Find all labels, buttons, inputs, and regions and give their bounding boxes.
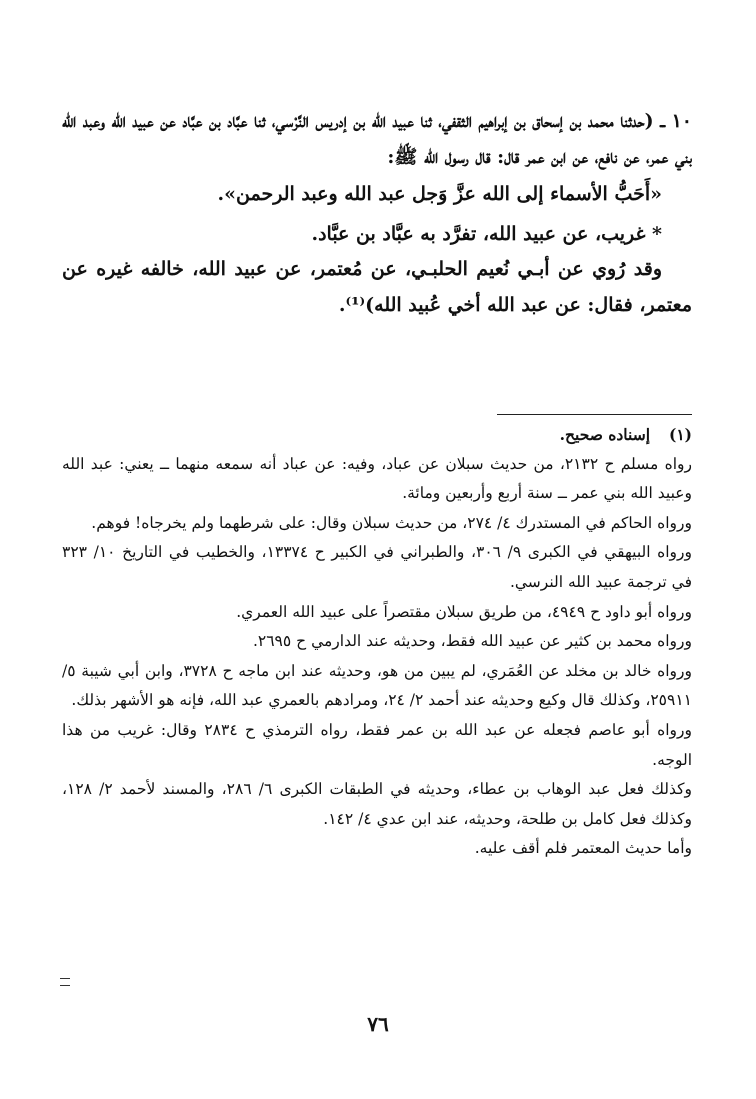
footnote-separator (497, 414, 692, 415)
hadith-verdict: * غريب، عن عبيد الله، تفرَّد به عبَّاد بن عبَّاد. (311, 222, 662, 245)
footnote-paragraph: ورواه خالد بن مخلد عن العُمَري، لم يبين من هو، وحديثه عند ابن ماجه ح ٣٧٢٨، وابن أبي شيبة ٥/ ٢٥٩١١، وكذلك قال وكيع وحديثه عند أحمد ٢/ ٢٤، ومرادهم بالعمري عبد الله، فإنه هو الأشهر بذلك. (62, 661, 692, 710)
main-text-block (62, 104, 692, 323)
hadith-matn: «أَحَبُّ الأسماء إلى الله عزَّ وَجل عبد الله وعبد الرحمن». (217, 183, 662, 205)
footnote-paragraph: ورواه أبو عاصم فجعله عن عبد الله بن عمر فقط، رواه الترمذي ح ٢٨٣٤ وقال: غريب من هذا الوجه. (62, 720, 692, 769)
footnote-paragraph: رواه مسلم ح ٢١٣٢، من حديث سبلان عن عباد، وفيه: عن عباد أنه سمعه منهما ــ يعني: عبد الله وعبيد الله بني عمر ــ سنة أربع وأربعين ومائة. (62, 454, 692, 503)
footnotes-block (62, 420, 692, 864)
footnote-heading (62, 420, 692, 450)
footnote-paragraph: وأما حديث المعتمر فلم أقف عليه. (474, 839, 692, 858)
footnote-paragraph: ورواه أبو داود ح ٤٩٤٩، من طريق سبلان مقتصراً على عبيد الله العمري. (236, 602, 692, 621)
page-number: ٧٦ (367, 1012, 389, 1036)
hadith-isnad: ١٠ ــ (حدثنا محمد بن إسحاق بن إبراهيم الثقفي، ثنا عبيد الله بن إدريس النَّرْسي، ثنا عبَّاد بن عبَّاد عن عبيد الله وعبد الله بني عمر، عن نافع، عن ابن عمر قال: قال رسول الله ﷺ: (62, 110, 692, 168)
hadith-note: وقد رُوي عن أبـي نُعيم الحلبـي، عن مُعتمر، عن عبيد الله، خالفه غيره عن معتمر، فقال: عن عبد الله أخي عُبيد الله)⁽¹⁾. (62, 258, 692, 316)
footnote-title: إسناده صحيح. (559, 425, 650, 444)
footnote-paragraph: وكذلك فعل عبد الوهاب بن عطاء، وحديثه في الطبقات الكبرى ٦/ ٢٨٦، والمسند لأحمد ٢/ ١٢٨، وكذلك فعل كامل بن طلحة، وحديثه، عند ابن عدي ٤/ ١٤٢. (62, 780, 692, 828)
margin-mark (60, 978, 70, 986)
footnote-paragraph: ورواه الحاكم في المستدرك ٤/ ٢٧٤، من حديث سبلان وقال: على شرطهما ولم يخرجاه! فوهم. (91, 513, 692, 532)
footnote-number: (١) (668, 425, 692, 444)
footnote-paragraph: ورواه محمد بن كثير عن عبيد الله فقط، وحديثه عند الدارمي ح ٢٦٩٥. (252, 632, 692, 651)
footnote-paragraph: ورواه البيهقي في الكبرى ٩/ ٣٠٦، والطبراني في الكبير ح ١٣٣٧٤، والخطيب في التاريخ ١٠/ ٣٢٣ في ترجمة عبيد الله النرسي. (62, 543, 693, 591)
